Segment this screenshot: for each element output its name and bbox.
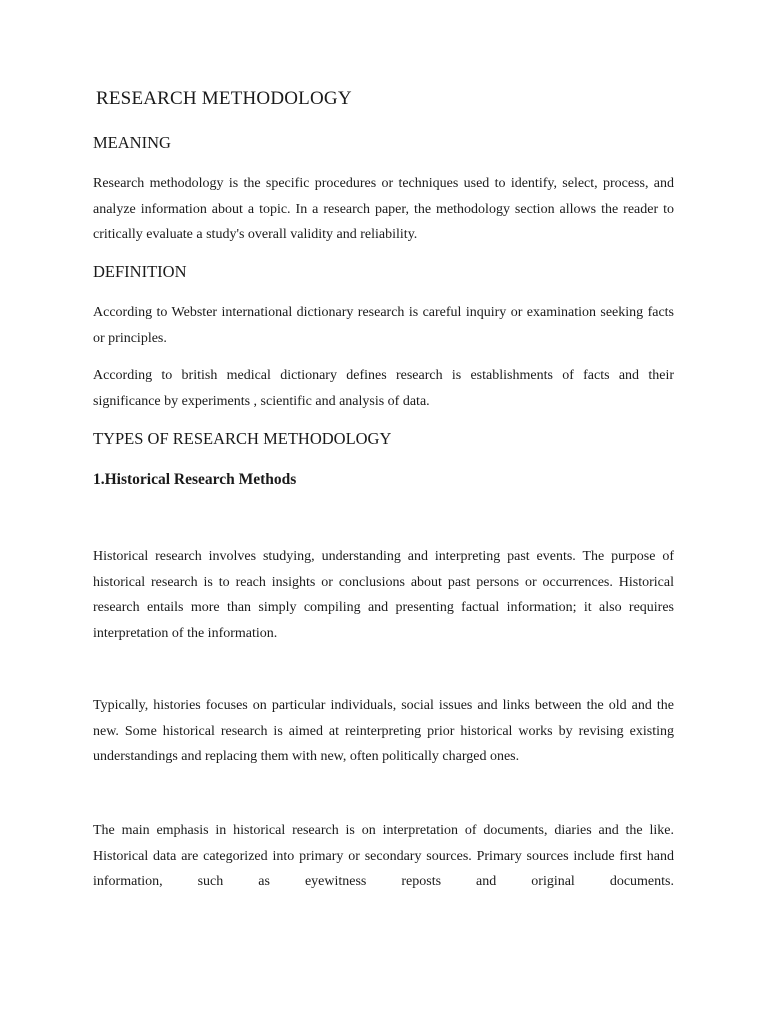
types-heading: TYPES OF RESEARCH METHODOLOGY xyxy=(93,429,392,448)
document-title: RESEARCH METHODOLOGY xyxy=(96,88,352,109)
meaning-heading: MEANING xyxy=(93,133,171,152)
historical-paragraph-2: Typically, histories focuses on particular individuals, social issues and links between the old and the new. Some historical research is aimed at reinterpreting prior historical works by revising existing understandings and replacing them with new, often politically charged ones. xyxy=(93,698,674,764)
definition-paragraph-british: According to british medical dictionary defines research is establishments of facts and their significance by experiments , scientific and analysis of data. xyxy=(93,368,674,409)
definition-paragraph-webster: According to Webster international dictionary research is careful inquiry or examination seeking facts or principles. xyxy=(93,305,674,346)
historical-paragraph-1: Historical research involves studying, understanding and interpreting past events. The purpose of historical research is to reach insights or conclusions about past persons or occurrences. Historical research entails more than simply compiling and presenting factual information; it also requires interpretation of the information. xyxy=(93,549,674,641)
definition-heading: DEFINITION xyxy=(93,262,187,281)
historical-methods-heading: 1.Historical Research Methods xyxy=(93,471,297,488)
meaning-paragraph: Research methodology is the specific procedures or techniques used to identify, select, process, and analyze information about a topic. In a research paper, the methodology section allows the reader to critically evaluate a study's overall validity and reliability. xyxy=(93,176,674,242)
historical-paragraph-3: The main emphasis in historical research is on interpretation of documents, diaries and the like. Historical data are categorized into primary or secondary sources. Primary sources include first hand information, such as eyewitness reposts and original documents. xyxy=(93,823,674,889)
